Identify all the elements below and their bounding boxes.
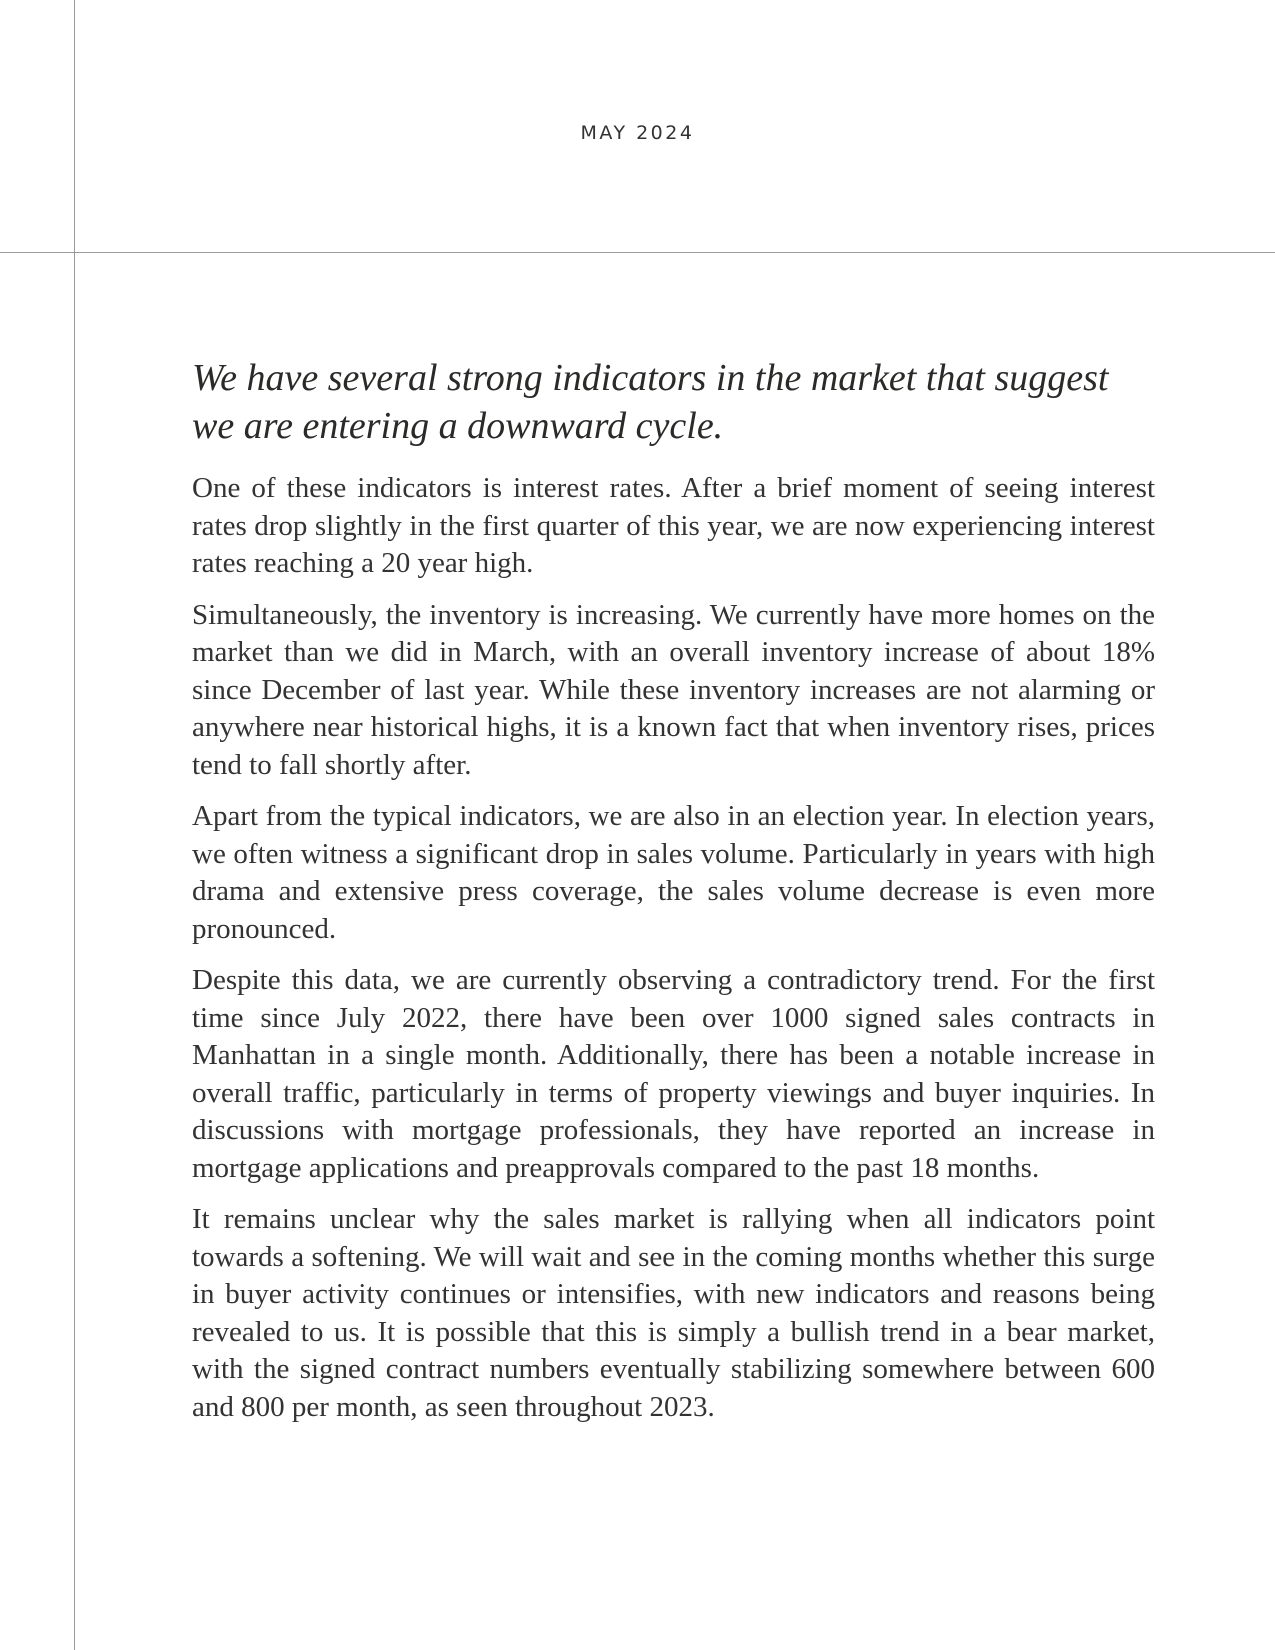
lead-statement: We have several strong indicators in the market that suggest we are entering a downward cycle. (192, 357, 1109, 447)
issue-date: MAY 2024 (580, 122, 695, 144)
vertical-rule (74, 0, 75, 1650)
article-body (192, 354, 1155, 1440)
paragraph-contradictory-trend: Despite this data, we are currently observing a contradictory trend. For the first time since July 2022, there have been over 1000 signed sales contracts in Manhattan in a single month. Additionally, there has been a notable increase in overall traffic, particularly in terms of property viewings and buyer inquiries. In discussions with mortgage professionals, they have reported an increase in mortgage applications and preapprovals compared to the past 18 months. (192, 964, 1155, 1184)
paragraph-election-year: Apart from the typical indicators, we are also in an election year. In election years, we often witness a significant drop in sales volume. Particularly in years with high drama and extensive press coverage, the sales volume decrease is even more pronounced. (192, 800, 1155, 945)
paragraph-inventory: Simultaneously, the inventory is increasing. We currently have more homes on the market than we did in March, with an overall inventory increase of about 18% since December of last year. While these inventory increases are not alarming or anywhere near historical highs, it is a known fact that when inventory rises, prices tend to fall shortly after. (192, 598, 1155, 781)
paragraph-outlook: It remains unclear why the sales market is rallying when all indicators point towards a softening. We will wait and see in the coming months whether this surge in buyer activity continues or intensifies, with new indicators and reasons being revealed to us. It is possible that this is simply a bullish trend in a bear market, with the signed contract numbers eventually stabilizing somewhere between 600 and 800 per month, as seen throughout 2023. (192, 1203, 1155, 1423)
paragraph-interest-rates: One of these indicators is interest rates. After a brief moment of seeing interest rates drop slightly in the first quarter of this year, we are now experiencing interest rates reaching a 20 year high. (192, 472, 1155, 579)
horizontal-rule (0, 252, 1275, 253)
